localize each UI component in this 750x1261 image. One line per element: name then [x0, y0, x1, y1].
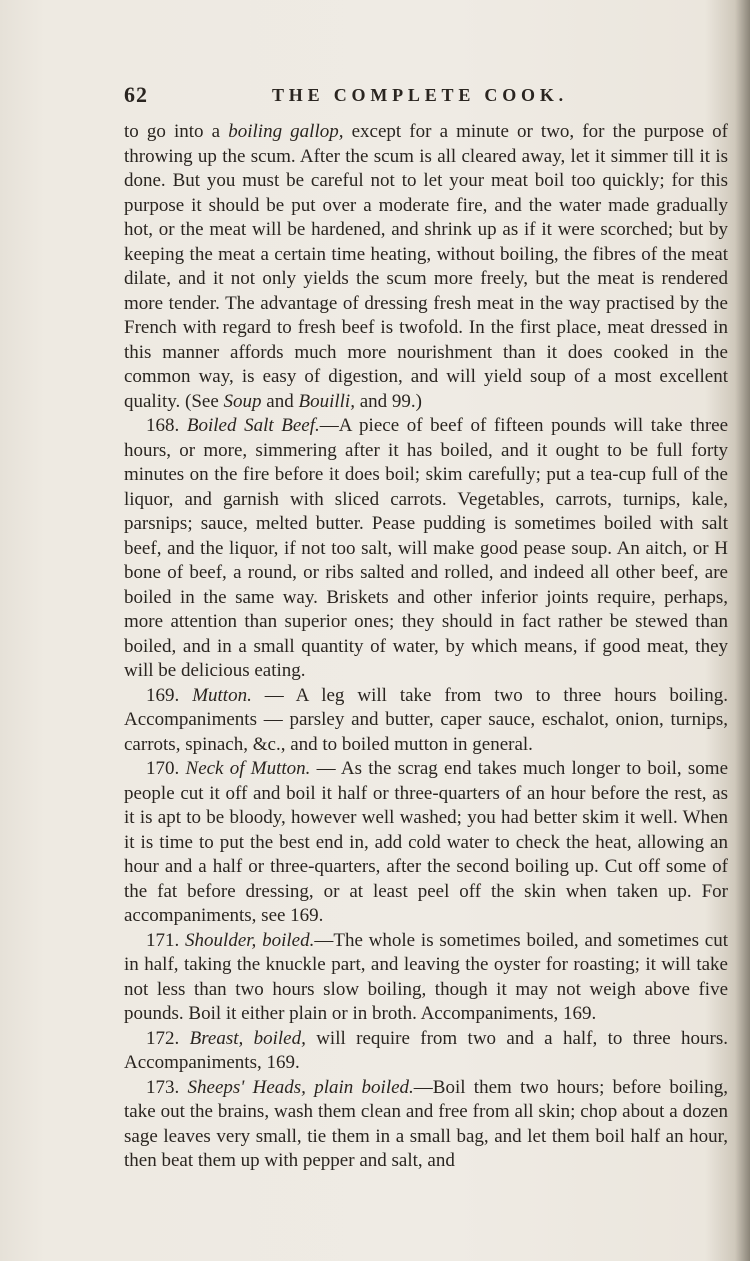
- page-header: [124, 82, 728, 110]
- paragraph-continued: [124, 120, 728, 414]
- recipe-172: [124, 1027, 728, 1076]
- recipe-number: 168.: [146, 415, 187, 436]
- recipe-title: Breast, boiled,: [189, 1027, 306, 1049]
- recipe-title: Boiled Salt Beef.: [186, 415, 320, 436]
- text-run: to go into a: [124, 121, 229, 142]
- recipe-171: [124, 929, 728, 1027]
- recipe-title: Shoulder, boiled.: [185, 929, 315, 951]
- recipe-body: — A leg will take from two to three hours boiling. Accompaniments — parsley and butter, caper sauce, eschalot, onion, turnips, carrots, spinach, &c., and to boiled mutton in general.: [124, 684, 729, 755]
- recipe-body: —The whole is sometimes boiled, and sometimes cut in half, taking the knuckle part, and leaving the oyster for roasting; it will take not less than two hours slow boiling, though it may not weigh above five pounds. Boil it either plain or in broth. Accompaniments, 169.: [124, 929, 728, 1024]
- italic-phrase: Soup: [223, 390, 262, 412]
- recipe-body: will require from two and a half, to three hours. Accompaniments, 169.: [124, 1027, 729, 1073]
- recipe-number: 173.: [146, 1076, 188, 1098]
- recipe-body: —Boil them two hours; before boiling, take out the brains, wash them clean and free from all skin; chop about a dozen sage leaves very small, tie them in a small bag, and let them boil half an hour, then beat them up with pepper and salt, and: [124, 1076, 729, 1171]
- recipe-title: Neck of Mutton.: [185, 758, 311, 779]
- page-number: 62: [124, 82, 148, 107]
- body-text: [124, 120, 728, 1174]
- recipe-169: [124, 684, 728, 758]
- recipe-number: 172.: [146, 1027, 190, 1049]
- recipe-title: Sheeps' Heads, plain boiled.: [187, 1076, 414, 1098]
- running-title: THE COMPLETE COOK.: [272, 85, 568, 105]
- italic-phrase: boiling gallop,: [228, 121, 344, 142]
- recipe-168: [124, 414, 728, 684]
- recipe-number: 169.: [146, 684, 193, 706]
- recipe-body: —A piece of beef of fifteen pounds will take three hours, or more, simmering after it has boiled, and it ought to be full forty minutes on the fire before it does boil; skim carefully; put a tea-cup full of the liquor, and garnish with sliced carrots. Vegetables, carrots, turnips, kale, parsnips; sauce, melted butter. Pease pudding is sometimes boiled with salt beef, and the liquor, if not too salt, will make good pease soup. An aitch, or H bone of beef, a round, or ribs salted and rolled, and indeed all other beef, are boiled in the same way. Briskets and other inferior joints require, perhaps, more attention than superior ones; they should in fact rather be stewed than boiled, and in a small quantity of water, by which means, if good meat, they will be delicious eating.: [124, 415, 729, 681]
- text-run: and 99.): [354, 390, 422, 412]
- text-run: and: [261, 390, 299, 412]
- recipe-170: [124, 757, 728, 929]
- recipe-number: 171.: [146, 929, 186, 951]
- recipe-number: 170.: [146, 758, 186, 779]
- recipe-body: — As the scrag end takes much longer to boil, some people cut it off and boil it half or three-quarters of an hour before the rest, as it is apt to be bloody, however well washed; you had better skim it well. When it is time to put the best end in, add cold water to check the heat, allowing an hour and a half or three-quarters, after the second boiling up. Cut off some of the fat before dressing, or at least peel off the skin when taken up. For accompaniments, see 169.: [124, 758, 729, 926]
- italic-phrase: Bouilli,: [298, 390, 355, 412]
- recipe-173: [124, 1076, 728, 1174]
- text-run: except for a minute or two, for the purpose of throwing up the scum. After the scum is all cleared away, let it simmer till it is done. But you must be careful not to let your meat boil too quickly; for this purpose it should be put over a moderate fire, and the water made gradually hot, or the meat will be hardened, and shrink up as if it were scorched; but by keeping the meat a certain time heating, without boiling, the fibres of the meat dilate, and it not only yields the scum more freely, but the meat is rendered more tender. The advantage of dressing fresh meat in the way practised by the French with regard to fresh beef is twofold. In the first place, meat dressed in this manner affords much more nourishment than it does cooked in the common way, is easy of digestion, and will yield soup of a most excellent quality. (See: [124, 121, 728, 412]
- recipe-title: Mutton.: [192, 684, 252, 706]
